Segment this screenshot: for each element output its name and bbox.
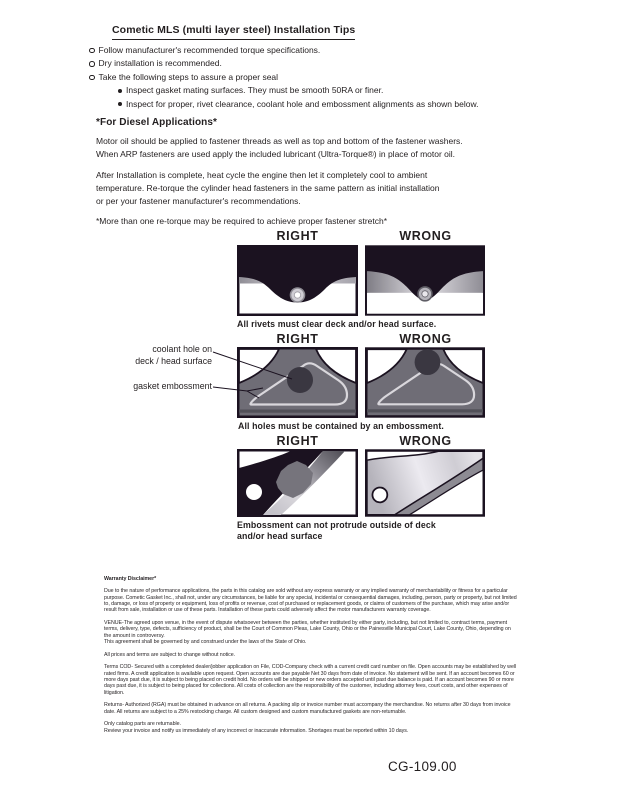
tip-text: Inspect gasket mating surfaces. They must be smooth 50RA or finer. [126, 85, 384, 96]
diagram-embossment-right [237, 347, 358, 418]
venue-paragraph: VENUE-The agreed upon venue, in the event of dispute whatsoever between the parties, whether instituted by either party, including, but not limited to, contract terms, payment terms, delivery, type, defects, sufficiency of product, shall be the Court of Common Pleas, Lake County, Ohio or the Painesville Municipal Court, Lake County, Ohio, depending on the amount in controversy. [104, 620, 511, 639]
bullet-ring-icon [89, 61, 95, 67]
governed-line: This agreement shall be governed by and construed under the laws of the State of Ohio. [104, 639, 307, 646]
paragraph-line: Motor oil should be applied to fastener threads as well as top and bottom of the fastener washers. [96, 136, 463, 146]
paragraph-line: or per your fastener manufacturer's recommendations. [96, 196, 301, 207]
gasket-embossment-label: gasket embossment [133, 381, 212, 391]
list-item [118, 98, 478, 111]
coolant-hole [415, 349, 441, 375]
right-label: RIGHT [276, 229, 319, 243]
disclaimer-paragraph: Due to the nature of performance applications, the parts in this catalog are sold without any express warranty or any implied warranty of merchantability or fitness for a particular purpose. Cometic Gasket Inc., shall not, under any circumstances, be liable for any special, incidental or consequential damages, including, person, party or property, but not limited to, damage, or loss of property or equipment, loss of profits or revenue, cost of purchased or replacement goods, or claims of customers of the purchase, which may arise and/or result from sale, installation or use of these parts. Installation of these parts could adversely affect the motor manufacturers warranty coverage. [104, 588, 517, 614]
right-label: RIGHT [276, 434, 319, 448]
diagram-protrusion-wrong [365, 449, 485, 517]
diagram-rivet-wrong [365, 245, 485, 316]
tip-text: Follow manufacturer's recommended torque specifications. [98, 45, 321, 55]
wrong-label: WRONG [399, 229, 452, 243]
tip-text: Take the following steps to assure a proper seal [98, 71, 279, 82]
list-item [89, 57, 478, 70]
paragraph-line: temperature. Re-torque the cylinder head fasteners in the same pattern as initial installation [96, 183, 440, 194]
coolant-hole-label: coolant hole on deck / head surface [135, 344, 212, 366]
right-label: RIGHT [276, 332, 319, 346]
disclaimer-heading: Warranty Disclaimer* [104, 576, 157, 582]
bolt-hole [372, 487, 387, 502]
diagram-embossment-wrong [365, 347, 485, 418]
terms-paragraph: Terms COD- Secured with a completed dealer/jobber application on File, COD-Company check with a current credit card number on file. Open accounts may be established by well rated firms. A credit application is available upon request. Open accounts are due payable Net 30 days from date of invoice. No statement will be sent. If an account becomes 60 or more days past due, it is subject to being placed on credit hold. No orders will be shipped or new orders accepted until past due balance is paid. If an account becomes 90 or more days past due, it is subject to being placed for collections. All costs of collection are the responsibility of the customer, including attorney fees, court costs, and other expenses of litigation. [104, 664, 517, 696]
tip-text: Dry installation is recommended. [98, 58, 222, 69]
bullet-dot-icon [118, 102, 122, 106]
diesel-section-heading: *For Diesel Applications* [96, 117, 218, 128]
diagram-protrusion-right [237, 449, 358, 517]
paragraph-line: After Installation is complete, heat cycle the engine then let it completely cool to ambient [96, 170, 428, 180]
wrong-label: WRONG [399, 332, 452, 346]
bullet-dot-icon [118, 89, 122, 93]
list-item [89, 44, 478, 57]
review-invoice-line: Review your invoice and notify us immediately of any incorrect or inaccurate information. Shortages must be reported within 10 days. [104, 727, 409, 734]
returns-paragraph: Returns- Authorized (RGA) must be obtained in advance on all returns. A packing slip or invoice number must accompany the merchandise. No returns after 30 days from invoice date. All returns are subject to a 25% restocking charge. All custom designed and custom manufactured gaskets are non-returnable. [104, 702, 511, 715]
bolt-hole [246, 484, 262, 500]
row3-caption: Embossment can not protrude outside of deck and/or head surface [237, 520, 436, 541]
diesel-paragraph-2 [96, 169, 440, 209]
page-code: CG-109.00 [388, 759, 457, 774]
list-item [118, 84, 478, 97]
row2-caption: All holes must be contained by an embossment. [238, 421, 444, 431]
list-item [89, 71, 478, 84]
diesel-paragraph-1 [96, 135, 463, 161]
bullet-ring-icon [89, 75, 95, 81]
paragraph-line: When ARP fasteners are used apply the included lubricant (Ultra-Torque®) in place of motor oil. [96, 149, 456, 160]
retorque-note: *More than one re-torque may be required to achieve proper fastener stretch* [96, 216, 388, 226]
warranty-disclaimer [104, 576, 518, 740]
wrong-label: WRONG [399, 434, 452, 448]
row1-caption: All rivets must clear deck and/or head surface. [237, 319, 437, 329]
bullet-ring-icon [89, 48, 95, 54]
diagram-rivet-right [237, 245, 358, 316]
tip-text: Inspect for proper, rivet clearance, coolant hole and embossment alignments as shown below. [126, 98, 479, 109]
catalog-parts-line: Only catalog parts are returnable. [104, 721, 181, 728]
coolant-hole [287, 367, 313, 393]
page-title: Cometic MLS (multi layer steel) Installation Tips [112, 24, 355, 40]
prices-line: All prices and terms are subject to change without notice. [104, 651, 236, 658]
installation-tips-list [89, 44, 478, 111]
